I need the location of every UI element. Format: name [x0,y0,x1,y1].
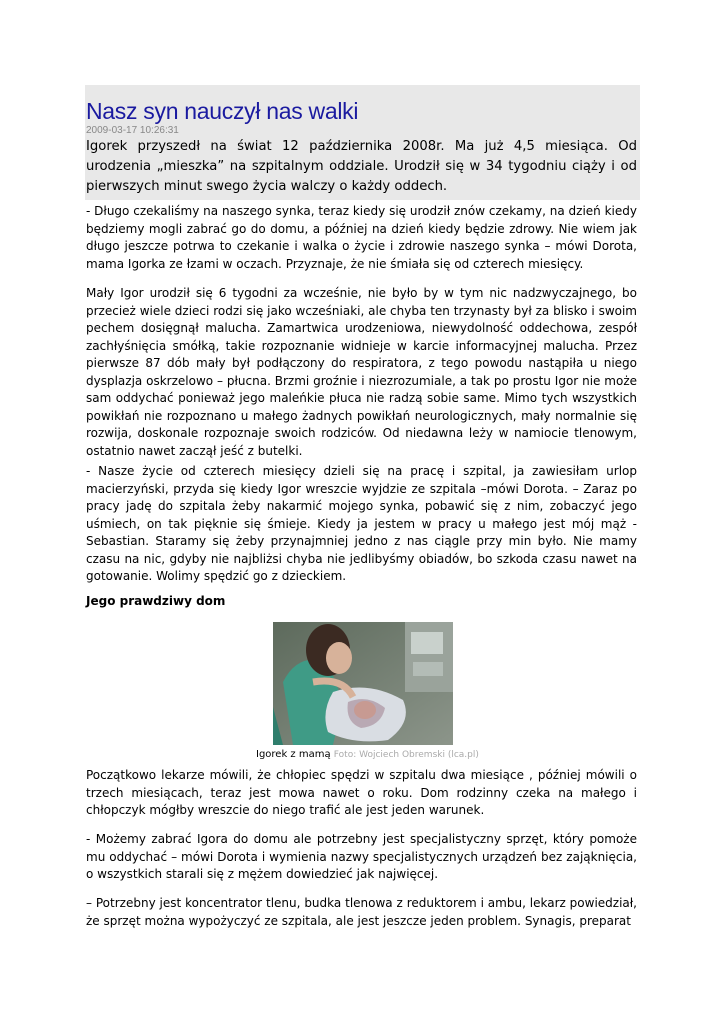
photo-mother-with-baby [273,622,453,745]
article-lead: Igorek przyszedł na świat 12 października 2008r. Ma już 4,5 miesiąca. Od urodzenia „mieszka” na szpitalnym oddziale. Urodził się w 34 tygodniu ciąży i od pierwszych minut swego życia walczy o każdy oddech. [86,139,637,194]
photo-credit: Foto: Wojciech Obremski (lca.pl) [333,750,479,760]
article-photo [273,622,453,745]
paragraph: - Możemy zabrać Igora do domu ale potrzebny jest specjalistyczny sprzęt, który pomoże mu oddychać – mówi Dorota i wymienia nazwy specjalistycznych urządzeń bez zająknięcia, o wszystkich starali się z mężem dowiedzieć jak najwięcej. [86,832,637,881]
paragraph: Mały Igor urodził się 6 tygodni za wcześnie, nie było by w tym nic nadzwyczajnego, bo przecież wiele dzieci rodzi się jako wcześniaki, ale chyba ten trzynasty był za blisko i swoim pechem dosięgnął malucha. Zamartwica urodzeniowa, niewydolność oddechowa, zespół zachłyśnięcia smółką, takie rozpoznanie widnieje w karcie informacyjnej malucha. Przez pierwsze 87 dób mały był podłączony do respiratora, z tego powodu nastąpiła u niego dysplazja oskrzelowo – płucna. Brzmi groźnie i niezrozumiale, a tak po prostu Igor nie może sam oddychać ponieważ jego maleńkie płuca nie radzą sobie same. Mimo tych wszystkich powikłań nie rozpoznano u małego żadnych powikłań neurologicznych, mały normalnie się rozwija, doskonale rozpoznaje swoich rodziców. Od niedawna leży w namiocie tlenowym, ostatnio nawet zaczął jeść z butelki. [86,286,637,458]
article-title: Nasz syn nauczył nas walki [86,98,359,124]
paragraph: – Potrzebny jest koncentrator tlenu, budka tlenowa z reduktorem i ambu, lekarz powiedział, że sprzęt można wypożyczyć ze szpitala, ale jest jeszcze jeden problem. Synagis, preparat [86,896,637,928]
publication-date: 2009-03-17 10:26:31 [86,125,179,136]
paragraph: Początkowo lekarze mówili, że chłopiec spędzi w szpitalu dwa miesiące , później mówili o trzech miesiącach, teraz jest mowa nawet o roku. Dom rodzinny czeka na małego i chłopczyk mógłby wreszcie do niego trafić ale jest jeden warunek. [86,768,637,817]
caption-text: Igorek z mamą [256,749,331,760]
paragraph: - Nasze życie od czterech miesięcy dzieli się na pracę i szpital, ja zawiesiłam urlop macierzyński, przyda się kiedy Igor wreszcie wyjdzie ze szpitala –mówi Dorota. – Zaraz po pracy jadę do szpitala żeby nakarmić mojego synka, pobawić się z nim, zobaczyć jego uśmiech, on tak pięknie się śmieje. Kiedy ja jestem w pracy u małego jest mój mąż - Sebastian. Staramy się żeby przynajmniej jedno z nas ciągle przy min było. Nie mamy czasu na nic, gdyby nie najbliżsi chyba nie jedlibyśmy obiadów, bo szkoda czasu nawet na gotowanie. Wolimy spędzić go z dzieckiem. [86,464,637,583]
photo-caption [256,749,479,760]
section-heading: Jego prawdziwy dom [86,594,226,608]
paragraph: - Długo czekaliśmy na naszego synka, teraz kiedy się urodził znów czekamy, na dzień kiedy będziemy mogli zabrać go do domu, a później na dzień kiedy będzie zdrowy. Nie wiem jak długo jeszcze potrwa to czekanie i walka o życie i zdrowie naszego synka – mówi Dorota, mama Igorka ze łzami w oczach. Przyznaje, że nie śmiała się od czterech miesięcy. [86,204,637,271]
